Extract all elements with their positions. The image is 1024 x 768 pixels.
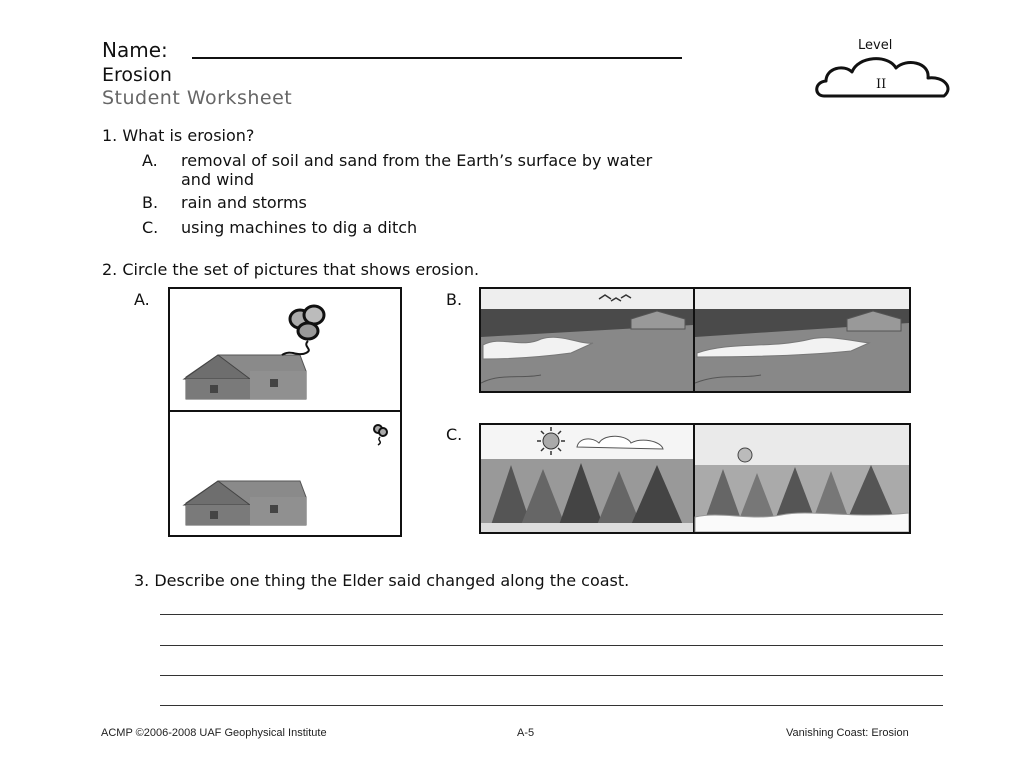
balloon-icon [374, 425, 387, 445]
answer-line[interactable] [160, 675, 943, 676]
coastline-picture [481, 289, 909, 391]
answer-line[interactable] [160, 705, 943, 706]
question-3: 3. Describe one thing the Elder said changed along the coast. [134, 571, 630, 590]
answer-line[interactable] [160, 645, 943, 646]
picture-set-a[interactable] [168, 287, 402, 537]
q2-label-a: A. [134, 290, 150, 309]
question-2: 2. Circle the set of pictures that shows erosion. [102, 260, 480, 279]
level-value: II [876, 77, 887, 92]
q1-option-a-letter: A. [142, 151, 158, 170]
q1-option-a-text[interactable]: removal of soil and sand from the Earth’s surface by water [181, 151, 653, 170]
footer-page-number: A-5 [517, 727, 535, 739]
q1-option-a-text-cont[interactable]: and wind [181, 170, 255, 189]
picture-set-c[interactable] [479, 423, 911, 534]
balloon-icon [282, 306, 324, 355]
forest-picture [481, 425, 909, 532]
q1-option-b-letter: B. [142, 193, 159, 212]
q1-option-c-text[interactable]: using machines to dig a ditch [181, 218, 418, 237]
q2-label-c: C. [446, 425, 463, 444]
q2-label-b: B. [446, 290, 463, 309]
name-label: Name: [102, 38, 168, 62]
question-1: 1. What is erosion? [102, 126, 255, 145]
picture-set-b[interactable] [479, 287, 911, 393]
footer-copyright: ACMP ©2006-2008 UAF Geophysical Institute [101, 727, 327, 739]
house-balloon-picture [170, 289, 400, 535]
worksheet-subtitle: Student Worksheet [102, 87, 293, 109]
q1-option-b-text[interactable]: rain and storms [181, 193, 307, 212]
house-icon [184, 355, 306, 399]
answer-line[interactable] [160, 614, 943, 615]
level-label: Level [858, 38, 893, 53]
name-blank-line[interactable] [192, 57, 682, 59]
house-icon [184, 481, 306, 525]
worksheet-title: Erosion [102, 64, 172, 86]
q1-option-c-letter: C. [142, 218, 159, 237]
sun-icon [738, 448, 752, 462]
footer-unit-title: Vanishing Coast: Erosion [786, 727, 909, 739]
